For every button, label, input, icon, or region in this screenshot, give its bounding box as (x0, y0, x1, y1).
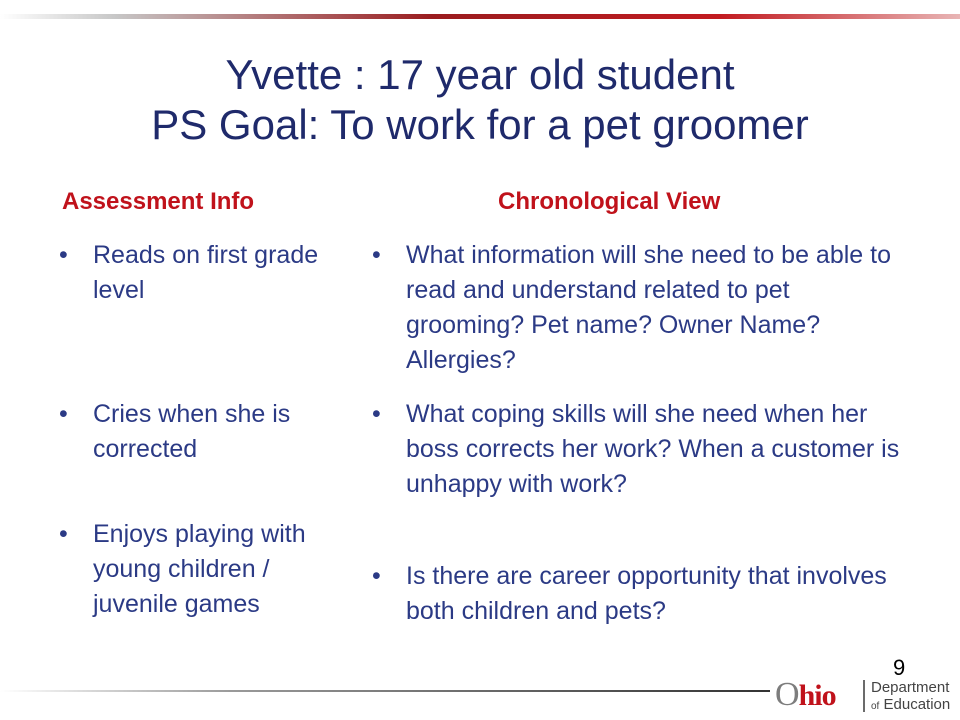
chronological-item-2: What coping skills will she need when her boss corrects her work? When a customer is unhappy with work? (406, 400, 900, 498)
bullet-icon: • (372, 241, 381, 269)
assessment-item-2: Cries when she is corrected (93, 400, 291, 463)
logo-department-text: Department of Education (871, 679, 951, 713)
list-item (59, 238, 329, 308)
footer-divider (0, 690, 770, 692)
list-item (59, 517, 329, 622)
list-item (372, 559, 912, 629)
list-item (372, 238, 912, 378)
bullet-icon: • (372, 400, 381, 428)
chronological-view-heading: Chronological View (498, 188, 721, 215)
top-accent-bar (0, 14, 960, 19)
page-number: 9 (893, 655, 906, 680)
list-item (59, 397, 329, 467)
title-line-1: Yvette : 17 year old student (225, 51, 735, 98)
list-item (372, 397, 912, 502)
chronological-item-1: What information will she need to be able to read and understand related to pet grooming? Pet name? Owner Name? Allergies? (406, 241, 891, 374)
bullet-icon: • (59, 241, 68, 269)
slide-title (0, 50, 960, 150)
bullet-icon: • (59, 520, 68, 548)
ohio-wordmark: Ohio (775, 676, 836, 713)
chronological-item-3: Is there are career opportunity that involves both children and pets? (406, 562, 887, 625)
title-line-2: PS Goal: To work for a pet groomer (151, 101, 809, 148)
assessment-info-heading: Assessment Info (62, 188, 255, 215)
assessment-item-1: Reads on first grade level (93, 241, 319, 304)
bullet-icon: • (372, 562, 381, 590)
logo-divider (863, 680, 865, 712)
assessment-item-3: Enjoys playing with young children / juvenile games (93, 520, 306, 618)
ohio-department-of-education-logo (775, 676, 955, 716)
bullet-icon: • (59, 400, 68, 428)
